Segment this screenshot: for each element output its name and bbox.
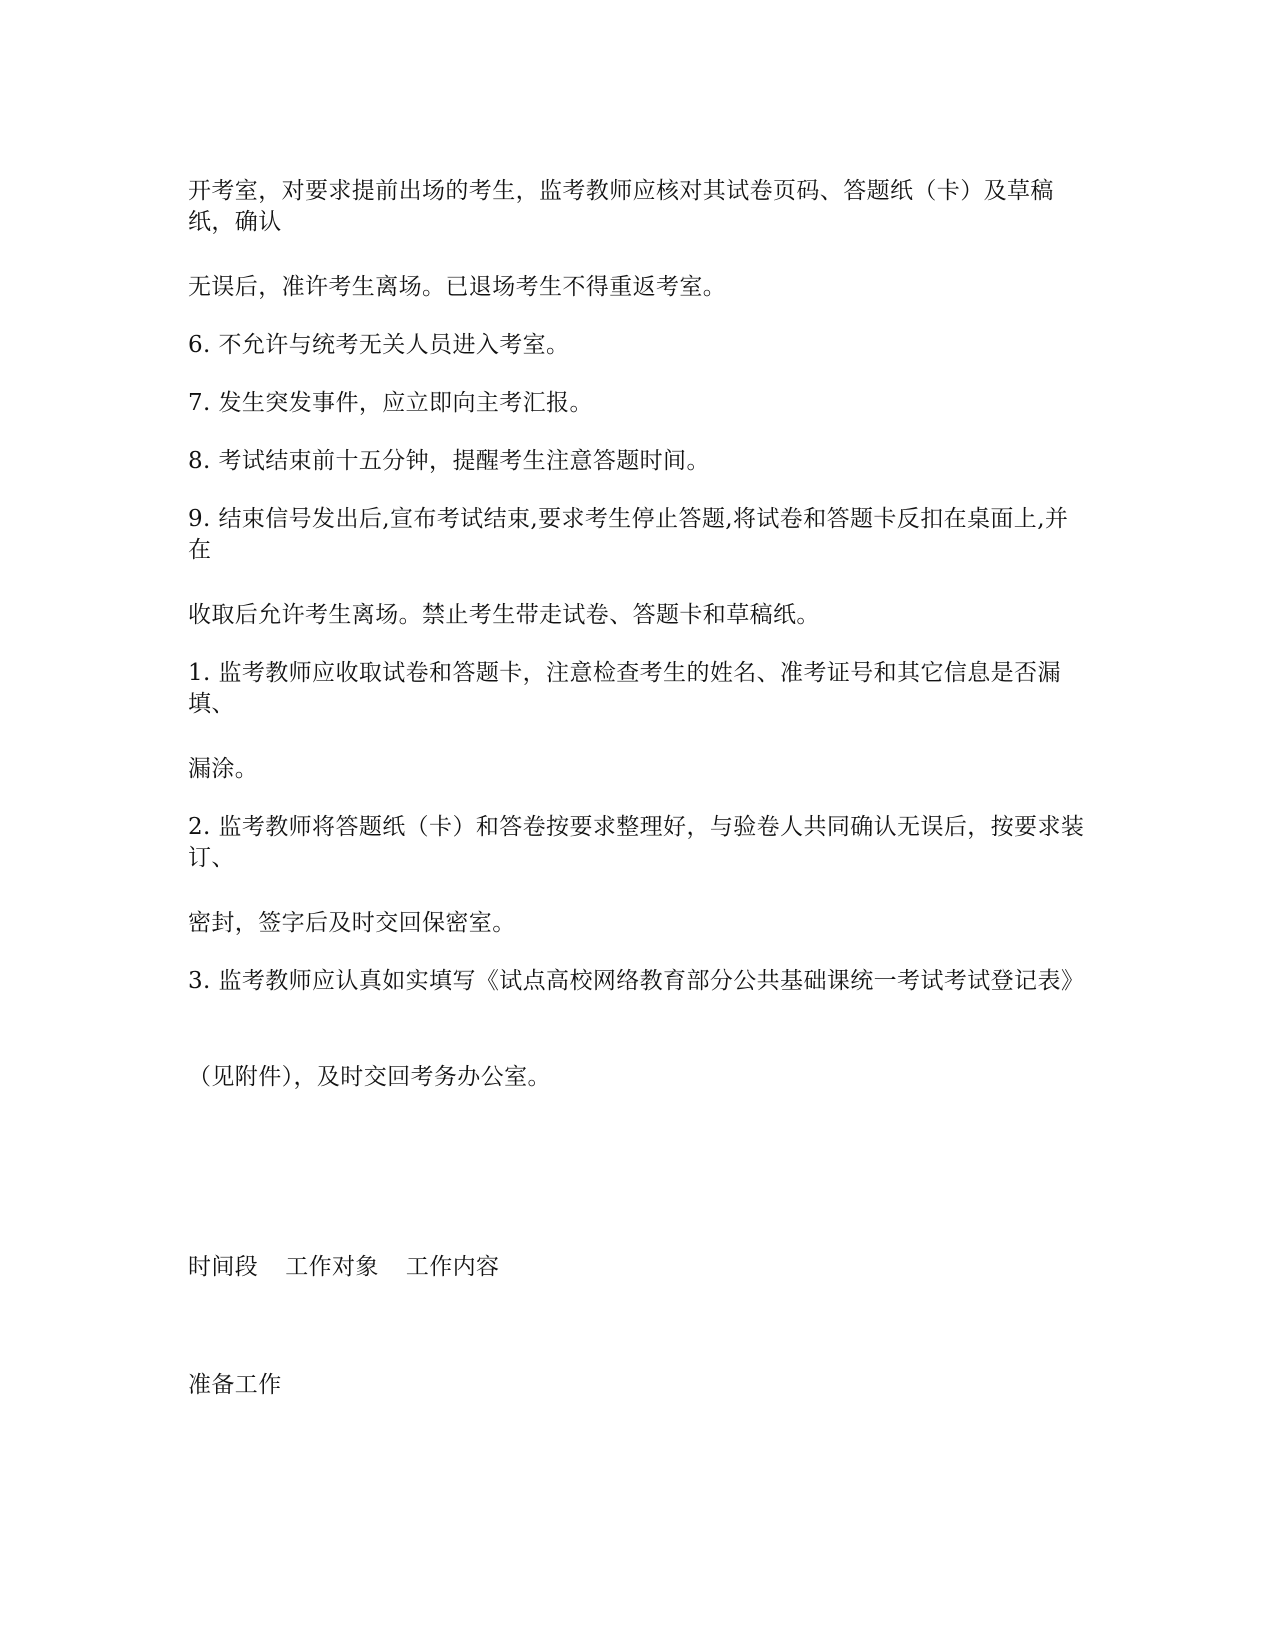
- paragraph-item-6: 6. 不允许与统考无关人员进入考室。: [188, 332, 570, 358]
- paragraph-post-item-3: 3. 监考教师应认真如实填写《试点高校网络教育部分公共基础课统一考试考试登记表》: [188, 968, 1085, 994]
- table-header: [188, 1252, 526, 1283]
- paragraph-post-item-2: 2. 监考教师将答题纸（卡）和答卷按要求整理好，与验卷人共同确认无误后，按要求装订、: [188, 814, 1085, 871]
- paragraph-item-8: 8. 考试结束前十五分钟，提醒考生注意答题时间。: [188, 448, 710, 474]
- paragraph-collect: 收取后允许考生离场。禁止考生带走试卷、答题卡和草稿纸。: [188, 602, 820, 628]
- paragraph-post-item-1: 1. 监考教师应收取试卷和答题卡，注意检查考生的姓名、准考证号和其它信息是否漏填、: [188, 660, 1061, 717]
- section-label-preparation: 准备工作: [188, 1372, 282, 1398]
- paragraph-no-return: 无误后，准许考生离场。已退场考生不得重返考室。: [188, 274, 727, 300]
- table-header-content: 工作内容: [405, 1254, 500, 1280]
- paragraph-seal: 密封，签字后及时交回保密室。: [188, 910, 516, 936]
- paragraph-omission: 漏涂。: [188, 756, 259, 782]
- paragraph-item-7: 7. 发生突发事件，应立即向主考汇报。: [188, 390, 593, 416]
- paragraph-exam-room-exit: 开考室，对要求提前出场的考生，监考教师应核对其试卷页码、答题纸（卡）及草稿纸，确认: [188, 178, 1054, 235]
- paragraph-item-9: 9. 结束信号发出后,宣布考试结束,要求考生停止答题,将试卷和答题卡反扣在桌面上,并在: [188, 506, 1069, 563]
- table-header-object: 工作对象: [285, 1254, 379, 1280]
- paragraph-attachment: （见附件），及时交回考务办公室。: [188, 1064, 551, 1090]
- table-header-time: 时间段: [188, 1254, 259, 1280]
